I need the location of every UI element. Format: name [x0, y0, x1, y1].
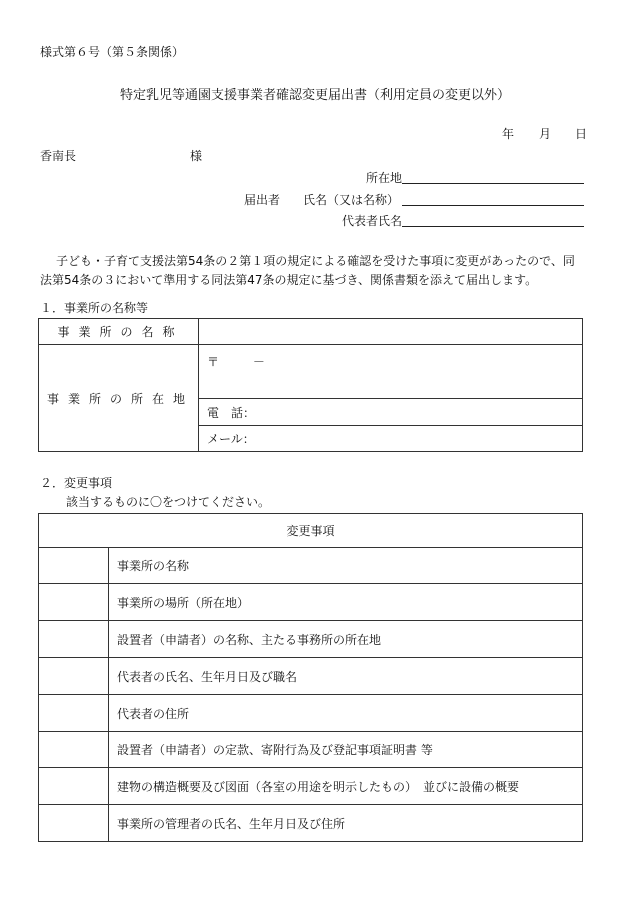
checkmark-cell[interactable]: [39, 621, 109, 658]
postal-dash: －: [252, 355, 265, 369]
phone-label: 電 話：: [207, 405, 256, 420]
change-item: 代表者の住所: [109, 695, 583, 732]
name-label: 氏名（又は名称）: [303, 193, 400, 207]
change-item: 事業所の管理者の氏名、生年月日及び住所: [109, 805, 583, 842]
checkmark-cell[interactable]: [39, 658, 109, 695]
change-items-table: [38, 513, 583, 842]
checkmark-cell[interactable]: [39, 805, 109, 842]
email-label: メール：: [207, 432, 255, 446]
postal-address-field[interactable]: [199, 345, 583, 399]
facility-info-table: [38, 318, 583, 452]
representative-line[interactable]: [402, 226, 584, 227]
checkmark-cell[interactable]: [39, 548, 109, 584]
change-item: 代表者の氏名、生年月日及び職名: [109, 658, 583, 695]
name-line[interactable]: [402, 205, 584, 206]
change-item: 設置者（申請者）の名称、主たる事務所の所在地: [109, 621, 583, 658]
checkmark-cell[interactable]: [39, 695, 109, 732]
date-day-label: 日: [575, 127, 588, 141]
address-line[interactable]: [402, 183, 584, 184]
phone-field[interactable]: [199, 399, 583, 426]
date-month-label: 月: [539, 127, 552, 141]
body-text-line-1: 子ども・子育て支援法第54条の２第１項の規定による確認を受けた事項に変更があったので、同: [56, 254, 575, 268]
facility-name-label: 事業所の名称: [39, 319, 199, 345]
notifier-label: 届出者: [244, 193, 281, 207]
change-item: 事業所の場所（所在地）: [109, 584, 583, 621]
change-items-header: 変更事項: [39, 514, 583, 548]
body-text-line-2: 法第54条の３において準用する同法第47条の規定に基づき、関係書類を添えて届出します。: [40, 273, 538, 287]
checkmark-cell[interactable]: [39, 584, 109, 621]
change-item: 設置者（申請者）の定款、寄附行為及び登記事項証明書 等: [109, 732, 583, 768]
facility-name-field[interactable]: [199, 319, 583, 345]
section2-instruction: 該当するものに〇をつけてください。: [66, 495, 271, 509]
postal-mark: 〒: [207, 355, 220, 369]
checkmark-cell[interactable]: [39, 768, 109, 805]
form-number: 様式第６号（第５条関係）: [40, 45, 185, 59]
checkmark-cell[interactable]: [39, 732, 109, 768]
email-field[interactable]: [199, 426, 583, 452]
form-title: 特定乳児等通園支援事業者確認変更届出書（利用定員の変更以外）: [119, 88, 510, 103]
addressee-honorific: 様: [190, 149, 203, 163]
change-item: 建物の構造概要及び図面（各室の用途を明示したもの） 並びに設備の概要: [109, 768, 583, 805]
section1-heading: １．事業所の名称等: [40, 301, 149, 315]
addressee-name: 香南長: [40, 149, 77, 163]
representative-label: 代表者氏名: [342, 214, 403, 228]
change-item: 事業所の名称: [109, 548, 583, 584]
facility-location-label: 事業所の所在地: [39, 345, 199, 452]
date-year-label: 年: [502, 127, 515, 141]
section2-heading: ２．変更事項: [40, 476, 113, 490]
address-label: 所在地: [366, 171, 403, 185]
